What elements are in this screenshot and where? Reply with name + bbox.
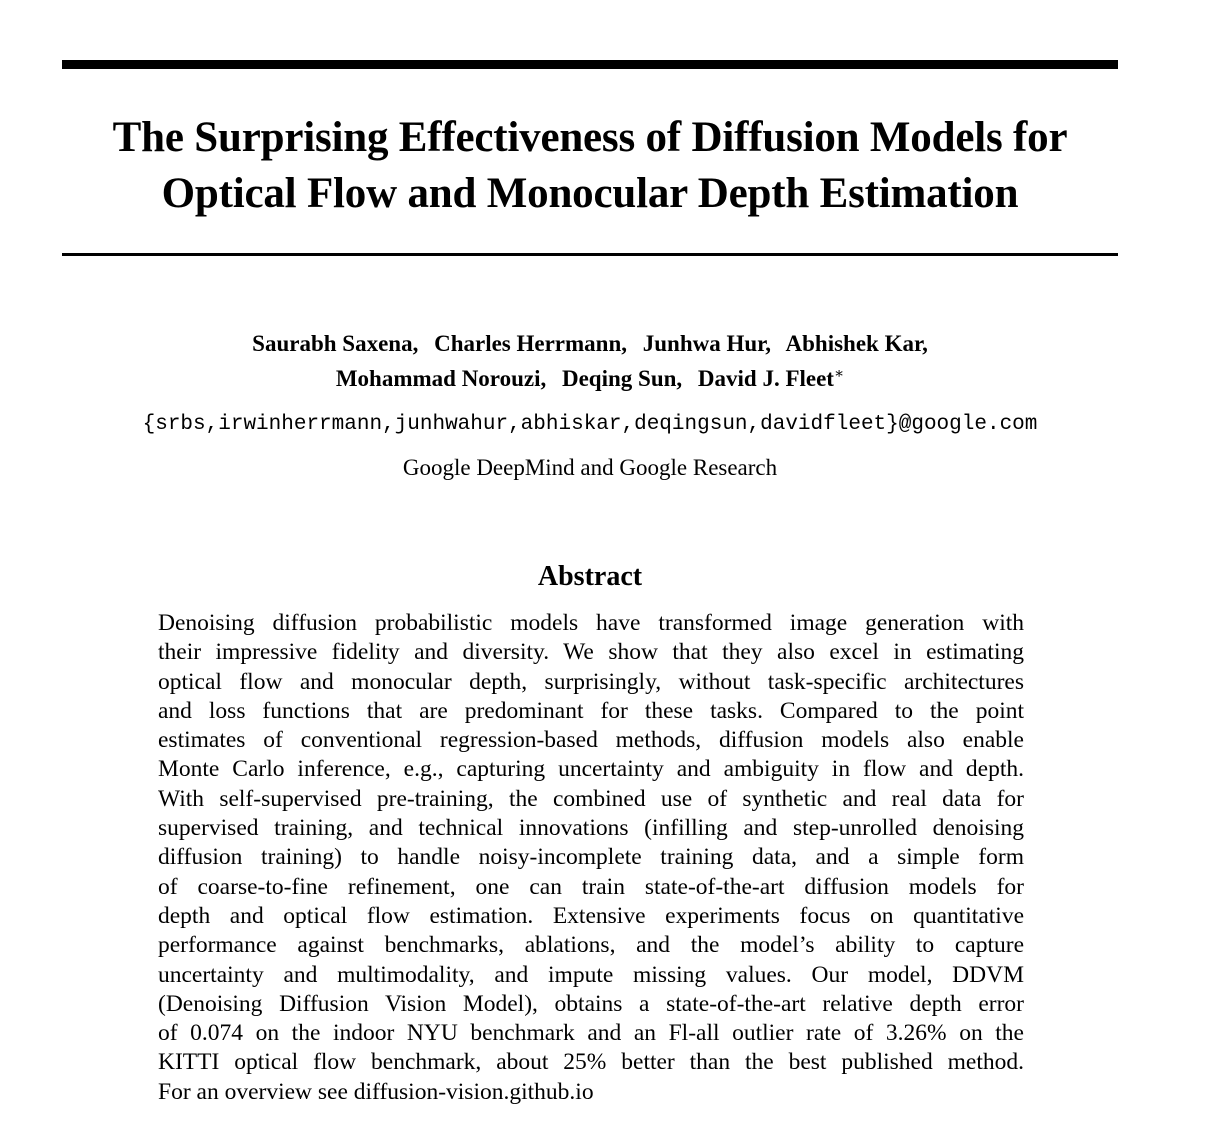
author-emails: {srbs,irwinherrmann,junhwahur,abhiskar,deqingsun,davidfleet}@google.com [142,413,1038,436]
abstract-line: of coarse-to-fine refinement, one can train state-of-the-art diffusion models for [158,873,1024,900]
author-name: Mohammad Norouzi, [335,366,547,391]
author-name: Deqing Sun, [561,366,683,391]
abstract-line: For an overview see diffusion-vision.github.io [158,1078,594,1105]
abstract-line: Denoising diffusion probabilistic models have transformed image generation with [158,610,1024,636]
author-name: David J. Fleet [697,366,834,391]
author-name: Charles Herrmann, [434,331,628,356]
author-line [40,326,1140,361]
abstract-line: optical flow and monocular depth, surprisingly, without task-specific architectures [158,668,1024,695]
paper-title [40,110,1140,222]
abstract-heading: Abstract [537,561,643,592]
author-footnote-mark: ∗ [833,366,845,382]
abstract-line: Monte Carlo inference, e.g., capturing uncertainty and ambiguity in flow and depth. [158,756,1024,783]
author-name: Junhwa Hur, [642,331,772,356]
abstract-line: performance against benchmarks, ablations, and the model’s ability to capture [158,932,1024,959]
author-name: Saurabh Saxena, [252,331,419,356]
title-bottom-rule [62,253,1118,256]
abstract-line: KITTI optical flow benchmark, about 25% better than the best published method. [158,1049,1024,1076]
abstract-line: of 0.074 on the indoor NYU benchmark and an Fl-all outlier rate of 3.26% on the [158,1020,1024,1047]
author-list [40,326,1140,396]
abstract-body [158,609,1024,1107]
abstract-line: (Denoising Diffusion Vision Model), obtains a state-of-the-art relative depth error [158,990,1024,1017]
title-line: The Surprising Effectiveness of Diffusion Models for [112,114,1068,161]
affiliation: Google DeepMind and Google Research [402,455,778,480]
abstract-line: estimates of conventional regression-based methods, diffusion models also enable [158,727,1024,754]
abstract-line: With self-supervised pre-training, the combined use of synthetic and real data for [158,785,1024,812]
author-name: Abhishek Kar, [785,331,928,356]
abstract-line: supervised training, and technical innovations (infilling and step-unrolled denoising [158,815,1024,842]
abstract-line: their impressive fidelity and diversity. We show that they also excel in estimating [158,639,1024,666]
abstract-line: uncertainty and multimodality, and impute missing values. Our model, DDVM [158,961,1024,988]
abstract-line: diffusion training) to handle noisy-incomplete training data, and a simple form [158,844,1024,871]
top-rule [62,60,1118,69]
abstract-line: and loss functions that are predominant for these tasks. Compared to the point [158,697,1024,724]
title-line: Optical Flow and Monocular Depth Estimation [161,170,1019,217]
author-line [40,361,1140,396]
abstract-line: depth and optical flow estimation. Extensive experiments focus on quantitative [158,902,1024,929]
